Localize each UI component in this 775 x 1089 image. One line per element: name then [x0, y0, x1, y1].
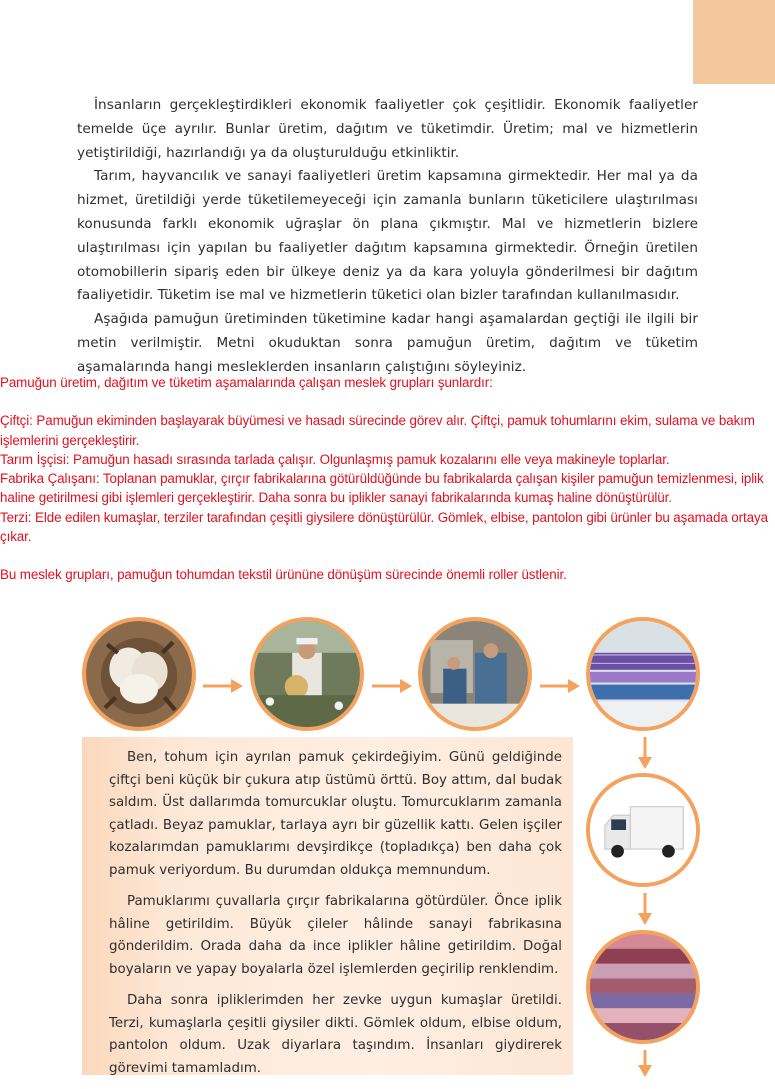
answer-block — [0, 373, 772, 585]
intro-paragraph: İnsanların gerçekleştirdikleri ekonomik faaliyetler çok çeşitlidir. Ekonomik faaliyetler temelde üçe ayrılır. Bunlar üretim, dağıtım ve tüketimdir. Üretim; mal ve hizmetlerin yetiştirildiği, hazırlandığı ya da oluşturulduğu etkinliktir. — [77, 97, 698, 161]
arrow-down-icon — [637, 893, 653, 925]
story-paragraph: Daha sonra ipliklerimden her zevke uygun kumaşlar üretildi. Terzi, kumaşlarla çeşitli giysiler dikti. Gömlek oldum, elbise oldum, pantolon oldum. Uzak diyarlara taşındım. İnsanları giydirerek görevimi tamamladım. — [109, 993, 562, 1076]
textile-machine-image — [586, 617, 700, 731]
fabric-rolls-image — [586, 930, 700, 1044]
answer-conclusion: Bu meslek grupları, pamuğun tohumdan tekstil ürününe dönüşüm sürecinde önemli roller üstlenir. — [0, 567, 567, 583]
answer-item: Tarım İşçisi: Pamuğun hasadı sırasında tarlada çalışır. Olgunlaşmış pamuk kozalarını elle veya makineyle toplarlar. — [0, 451, 670, 467]
story-text — [109, 747, 562, 1089]
delivery-truck-image — [586, 773, 700, 887]
farmer-harvest-image — [250, 617, 364, 731]
arrow-right-icon — [372, 678, 412, 694]
arrow-down-icon — [637, 1050, 653, 1077]
arrow-down-icon — [637, 737, 653, 769]
answer-item: Fabrika Çalışanı: Toplanan pamuklar, çırçır fabrikalarına götürüldüğünde bu fabrikalarda çalışan kişiler pamuğun temizlenmesi, iplik haline getirilmesi gibi işlemleri gerçekleştirir. Daha sonra bu iplikler sanayi fabrikalarında kumaş haline dönüştürülür. — [0, 471, 764, 506]
corner-tab — [693, 0, 775, 84]
intro-paragraph: Aşağıda pamuğun üretiminden tüketimine kadar hangi aşamalardan geçtiği ile ilgili bir metin verilmiştir. Metni okuduktan sonra pamuğun üretim, dağıtım ve tüketim aşamalarında hangi mesleklerden insanların çalıştığını söyleyiniz. — [77, 311, 698, 375]
arrow-right-icon — [540, 678, 580, 694]
story-paragraph: Pamuklarımı çuvallarla çırçır fabrikalarına götürdüler. Önce iplik hâline getirildim. Büyük çileler hâlinde sanayi fabrikasına gönderildim. Orada daha da ince iplikler hâline getirildim. Doğal boyaların ve yapay boyalarla özel işlemlerden geçirilip renklendim. — [109, 894, 562, 977]
story-paragraph: Ben, tohum için ayrılan pamuk çekirdeğiyim. Günü geldiğinde çiftçi beni küçük bir çukura atıp üstümü örttü. Boy attım, dal budak saldım. Üst dallarımda tomurcuklar oluştu. Tomurcuklarım zamanla çatladı. Beyaz pamuklar, tarlaya ayrı bir güzellik kattı. Gelen işçiler kozalarımdan pamuklarımı devşirdikçe (topladıkça) ben daha çok pamuk veriyordum. Bu durumdan oldukça memnundum. — [109, 750, 562, 878]
cotton-boll-image — [82, 617, 196, 731]
intro-text — [77, 94, 698, 380]
intro-paragraph: Tarım, hayvancılık ve sanayi faaliyetleri üretim kapsamına girmektedir. Her mal ya da hizmet, üretildiği yerde tüketilemeyeceği için zamanla bunların tüketicilere ulaştırılması konusunda farklı ekonomik uğraşlar ön plana çıkmıştır. Mal ve hizmetlerin bizlere ulaştırılması için yapılan bu faaliyetler dağıtım kapsamına girmektedir. Örneğin üretilen otomobillerin sipariş eden bir ülkeye deniz ya da kara yoluyla gönderilmesi bir dağıtım faaliyetidir. Tüketim ise mal ve hizmetlerin tüketici olan bizler tarafından kullanılmasıdır. — [77, 168, 698, 304]
answer-item: Çiftçi: Pamuğun ekiminden başlayarak büyümesi ve hasadı sürecinde görev alır. Çiftçi, pamuk tohumlarını ekim, sulama ve bakım işlemlerini gerçekleştirir. — [0, 413, 755, 448]
answer-heading: Pamuğun üretim, dağıtım ve tüketim aşamalarında çalışan meslek grupları şunlardır: — [0, 375, 493, 390]
answer-item: Terzi: Elde edilen kumaşlar, terziler tarafından çeşitli giysilere dönüştürülür. Gömlek, elbise, pantolon gibi ürünler bu aşamada ortaya çıkar. — [0, 509, 768, 545]
arrow-right-icon — [203, 678, 243, 694]
factory-workers-image — [418, 617, 532, 731]
